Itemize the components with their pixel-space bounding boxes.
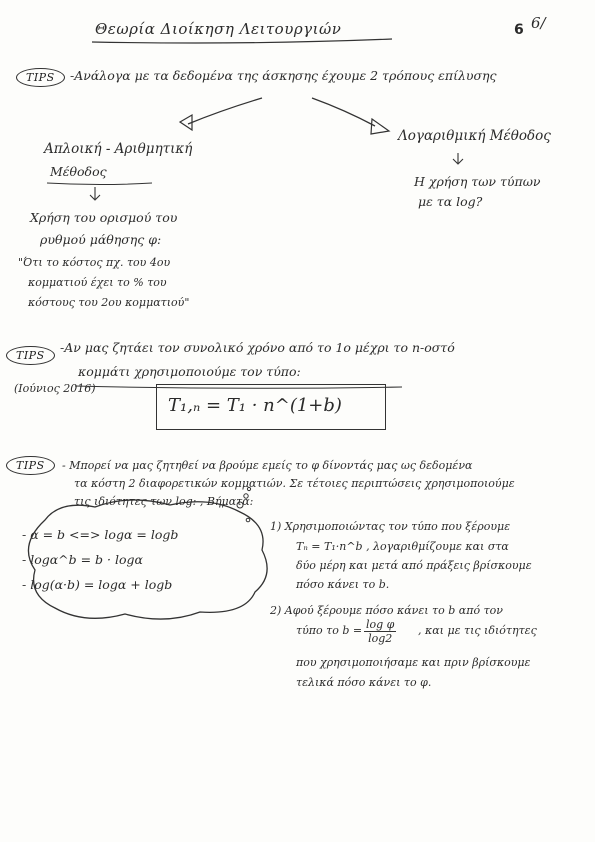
section3-line2: τα κόστη 2 διαφορετικών κομματιών. Σε τέτοιες περιπτώσεις χρησιμοποιούμε xyxy=(74,477,515,490)
page-number-handwritten: 6/ xyxy=(531,14,546,32)
tips-badge-2: TIPS xyxy=(6,346,55,365)
step1-line2: Tₙ = T₁·n^b , λογαριθμίζουμε και στα xyxy=(296,540,509,553)
section1-intro: -Ανάλογα με τα δεδομένα της άσκησης έχουμε 2 τρόπους επίλυσης xyxy=(70,68,497,83)
right-method-title: Λογαριθμική Μέθοδος xyxy=(398,128,551,144)
tips-badge-3: TIPS xyxy=(6,456,55,475)
right-method-desc-2: με τα log? xyxy=(418,194,483,209)
section2-date-note: (Ιούνιος 2016) xyxy=(14,382,96,395)
step2-line1: 2) Αφού ξέρουμε πόσο κάνει το b από τον xyxy=(270,604,503,617)
fraction-denominator: log2 xyxy=(368,632,393,645)
b-fraction xyxy=(364,618,396,645)
section2-line2: κομμάτι χρησιμοποιούμε τον τύπο: xyxy=(78,364,301,379)
section3-line3: τις ιδιότητες των log: , Βήματα: xyxy=(74,495,254,508)
left-method-desc-2: ρυθμού μάθησης φ: xyxy=(40,232,162,247)
step2-line2b: , και με τις ιδιότητες xyxy=(418,624,537,637)
left-method-quote-1: "Ότι το κόστος πχ. του 4ου xyxy=(18,256,171,269)
log-property-3: - log(α·b) = logα + logb xyxy=(22,577,173,592)
right-method-desc-1: Η χρήση των τύπων xyxy=(414,174,541,189)
left-method-desc-1: Χρήση του ορισμού του xyxy=(30,210,178,225)
log-property-2: - logα^b = b · logα xyxy=(22,552,143,567)
page-number: 6 xyxy=(514,22,524,38)
page-title: Θεωρία Διοίκηση Λειτουργιών xyxy=(95,20,342,38)
left-method-quote-2: κομματιού έχει το % του xyxy=(28,276,167,289)
total-time-formula: T₁,ₙ = T₁ · n^(1+b) xyxy=(168,395,342,416)
fraction-numerator: log φ xyxy=(366,618,395,631)
step2-line3: που χρησιμοποιήσαμε και πριν βρίσκουμε xyxy=(296,656,531,669)
step2-line2: τύπο το b = xyxy=(296,624,363,637)
step1-line3: δύο μέρη και μετά από πράξεις βρίσκουμε xyxy=(296,559,532,572)
left-method-title-1: Απλοική - Αριθμητική xyxy=(44,141,193,157)
section3-line1: - Μπορεί να μας ζητηθεί να βρούμε εμείς το φ δίνοντάς μας ως δεδομένα xyxy=(62,459,473,472)
left-method-title-2: Μέθοδος xyxy=(50,164,107,179)
step2-line4: τελικά πόσο κάνει το φ. xyxy=(296,676,432,689)
log-property-1: - α = b <=> logα = logb xyxy=(22,527,179,542)
step1-line4: πόσο κάνει το b. xyxy=(296,578,390,591)
section2-line1: -Αν μας ζητάει τον συνολικό χρόνο από το 1ο μέχρι το n-οστό xyxy=(60,340,455,355)
left-method-quote-3: κόστους του 2ου κομματιού" xyxy=(28,296,190,309)
tips-badge-1: TIPS xyxy=(16,68,65,87)
step1-line1: 1) Χρησιμοποιώντας τον τύπο που ξέρουμε xyxy=(270,520,511,533)
